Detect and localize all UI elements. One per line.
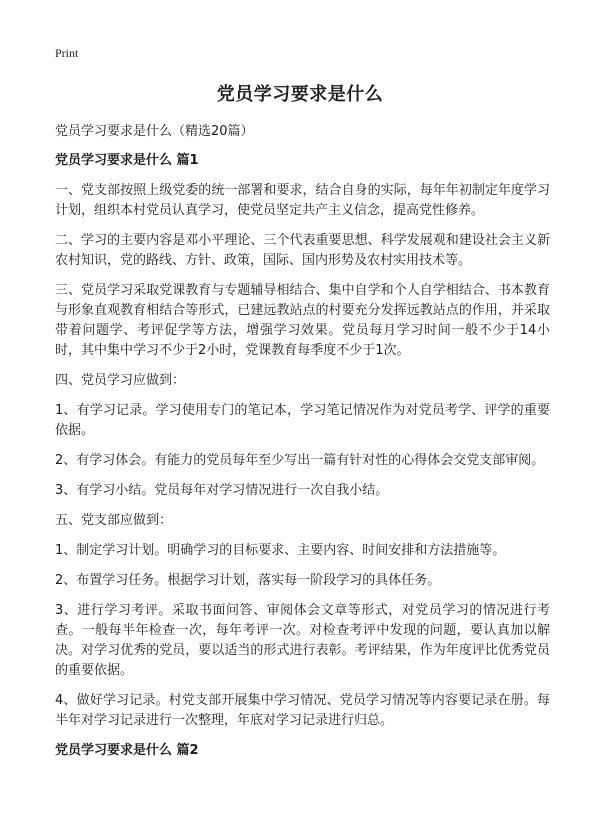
paragraph-7: 3、有学习小结。党员每年对学习情况进行一次自我小结。 [55, 483, 389, 498]
paragraph-2: 二、学习的主要内容是邓小平理论、三个代表重要思想、科学发展观和建设社会主义新农村知识，党的路线、方针、政策，国际、国内形势及农村实用技术等。 [55, 233, 550, 268]
paragraph-11: 3、进行学习考评。采取书面问答、审阅体会文章等形式，对党员学习的情况进行考查。一般每半年检查一次，每年考评一次。对检查考评中发现的问题，要认真加以解决。对学习优秀的党员，要以适当的形式进行表彰。考评结果，作为年度评比优秀党员的重要依据。 [55, 603, 550, 678]
page-title: 党员学习要求是什么 [216, 84, 384, 105]
paragraph-9: 1、制定学习计划。明确学习的目标要求、主要内容、时间安排和方法措施等。 [55, 543, 506, 558]
document-subtitle: 党员学习要求是什么（精选20篇） [55, 124, 254, 139]
paragraph-1: 一、党支部按照上级党委的统一部署和要求，结合自身的实际，每年年初制定年度学习计划，组织本村党员认真学习，使党员坚定共产主义信念，提高党性修养。 [55, 183, 550, 218]
paragraph-12: 4、做好学习记录。村党支部开展集中学习情况、党员学习情况等内容要记录在册。每半年对学习记录进行一次整理，年底对学习记录进行归总。 [55, 693, 550, 728]
paragraph-5: 1、有学习记录。学习使用专门的笔记本，学习笔记情况作为对党员考学、评学的重要依据。 [55, 403, 550, 438]
section-heading-1: 党员学习要求是什么 篇1 [55, 153, 199, 168]
paragraph-10: 2、布置学习任务。根据学习计划，落实每一阶段学习的具体任务。 [55, 573, 441, 588]
section-heading-2: 党员学习要求是什么 篇2 [55, 743, 199, 758]
paragraph-8: 五、党支部应做到： [55, 513, 173, 528]
paragraph-4: 四、党员学习应做到： [55, 373, 186, 388]
document-body [55, 122, 550, 771]
paragraph-6: 2、有学习体会。有能力的党员每年至少写出一篇有针对性的心得体会交党支部审阅。 [55, 453, 545, 468]
paragraph-3: 三、党员学习采取党课教育与专题辅导相结合、集中自学和个人自学相结合、书本教育与形象直观教育相结合等形式，已建远教站点的村要充分发挥远教站点的作用，并采取带着问题学、考评促学等方法，增强学习效果。党员每月学习时间一般不少于14小时，其中集中学习不少于2小时，党课教育每季度不少于1次。 [55, 283, 550, 358]
print-link[interactable]: Print [55, 46, 79, 60]
